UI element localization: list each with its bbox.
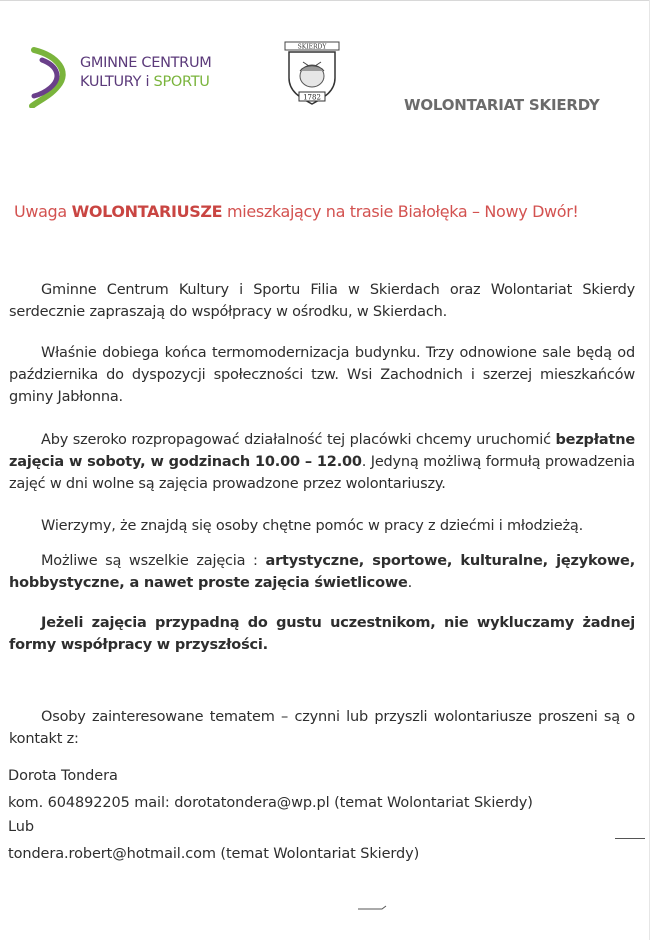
logo-line-2-b: SPORTU <box>153 74 210 90</box>
paragraph-belief-text: Wierzymy, że znajdą się osoby chętne pomóc w pracy z dziećmi i młodzieżą. <box>41 518 583 534</box>
paragraph-classes-a: Aby szeroko rozpropagować działalność tej placówki chcemy uruchomić <box>41 432 556 448</box>
paragraph-invitation <box>9 279 635 323</box>
crest-year-label: 1782 <box>303 93 321 102</box>
contact-line-2: tondera.robert@hotmail.com (temat Wolontariat Skierdy) <box>8 846 420 862</box>
paragraph-cooperation-text: Jeżeli zajęcia przypadną do gustu uczestnikom, nie wykluczamy żadnej formy współpracy w przyszłości. <box>9 615 635 653</box>
notice-bold: WOLONTARIUSZE <box>71 202 223 221</box>
header-title: WOLONTARIAT SKIERDY <box>404 96 600 114</box>
paragraph-cooperation <box>9 612 635 656</box>
contact-or: Lub <box>8 819 34 835</box>
gcks-logo <box>28 46 218 108</box>
logo-swoosh-icon <box>28 46 76 108</box>
paragraph-renovation-text: Właśnie dobiega końca termomodernizacja budynku. Trzy odnowione sale będą od października do dyspozycji społeczności tzw. Wsi Zachodnich i szerzej mieszkańców gminy Jabłonna. <box>9 345 635 405</box>
skierdy-crest <box>281 40 343 108</box>
crest-shield-icon <box>281 40 343 108</box>
paragraph-renovation <box>9 342 635 408</box>
page-top-border <box>0 0 650 1</box>
paragraph-contact-intro-text: Osoby zainteresowane tematem – czynni lub przyszli wolontariusze proszeni są o kontakt z: <box>9 709 635 747</box>
paragraph-activities-a: Możliwe są wszelkie zajęcia : <box>41 553 266 569</box>
notice-prefix: Uwaga <box>14 202 72 221</box>
contact-line-1: kom. 604892205 mail: dorotatondera@wp.pl (temat Wolontariat Skierdy) <box>8 795 533 811</box>
bottom-mark <box>358 905 388 911</box>
paragraph-classes <box>9 429 635 495</box>
logo-line-1: GMINNE CENTRUM <box>80 55 212 71</box>
paragraph-activities-c: . <box>407 575 413 591</box>
paragraph-contact-intro <box>9 706 635 750</box>
crest-top-label: SKIERDY <box>297 43 327 51</box>
paragraph-invitation-text: Gminne Centrum Kultury i Sportu Filia w Skierdach oraz Wolontariat Skierdy serdecznie zapraszają do współpracy w ośrodku, w Skierdach. <box>9 282 635 320</box>
paragraph-belief <box>9 515 635 537</box>
paragraph-classes-c: . Jedyną możliwą formułą prowadzenia zajęć w dni wolne są zajęcia prowadzone przez wolontariuszy. <box>9 454 635 492</box>
notice-suffix: mieszkający na trasie Białołęka – Nowy Dwór! <box>222 202 579 221</box>
notice-headline <box>14 202 638 221</box>
paragraph-classes-bold: bezpłatne zajęcia w soboty, w godzinach 10.00 – 12.00 <box>9 432 635 470</box>
logo-line-2-a: KULTURY i <box>80 74 154 90</box>
logo-text <box>80 54 211 92</box>
paragraph-activities-bold: artystyczne, sportowe, kulturalne, językowe, hobbystyczne, a nawet proste zajęcia świetlicowe <box>9 553 635 591</box>
margin-mark <box>615 838 645 839</box>
paragraph-activities <box>9 550 635 594</box>
logo-line-2 <box>80 73 211 92</box>
contact-name: Dorota Tondera <box>8 768 118 784</box>
